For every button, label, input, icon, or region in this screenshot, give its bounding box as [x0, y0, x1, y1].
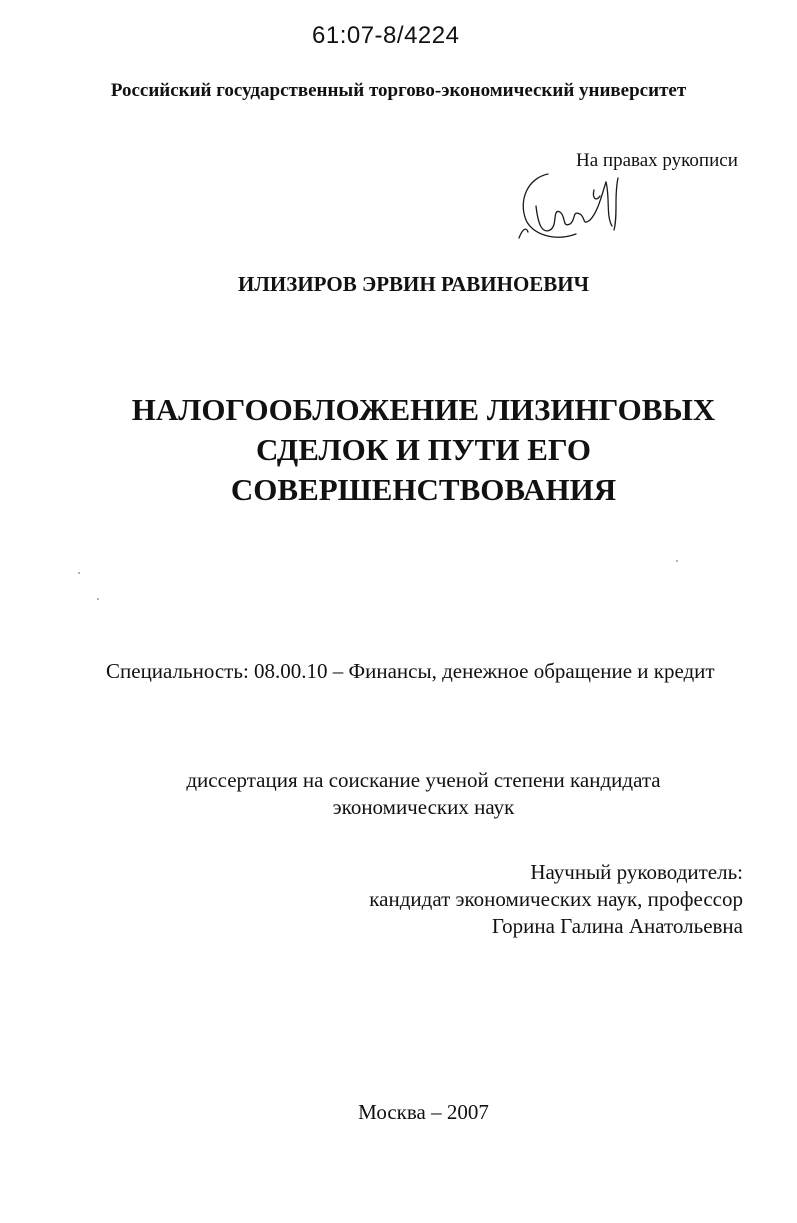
author-name: ИЛИЗИРОВ ЭРВИН РАВИНОЕВИЧ [237, 272, 590, 296]
manuscript-note: На правах рукописи [576, 150, 738, 171]
supervisor-name: Горина Галина Анатольевна [491, 914, 743, 938]
specialty-line: Специальность: 08.00.10 – Финансы, денежное обращение и кредит [106, 659, 715, 683]
dissertation-title [0, 390, 797, 510]
title-line: СОВЕРШЕНСТВОВАНИЯ [230, 472, 617, 507]
title-line: НАЛОГООБЛОЖЕНИЕ ЛИЗИНГОВЫХ [131, 392, 716, 427]
city-year: Москва – 2007 [358, 1100, 489, 1124]
degree-statement-line: диссертация на соискание ученой степени кандидата [186, 768, 661, 792]
university-name: Российский государственный торгово-экономический университет [110, 80, 687, 101]
scan-speck [78, 572, 80, 574]
handwritten-signature-icon [514, 168, 634, 258]
degree-statement [0, 767, 797, 821]
degree-statement-line: экономических наук [332, 795, 515, 819]
scan-speck [97, 598, 99, 600]
supervisor-label: Научный руководитель: [530, 860, 743, 884]
archive-stamp: 61:07-8/4224 [312, 22, 460, 49]
supervisor-block [369, 859, 743, 940]
supervisor-degree: кандидат экономических наук, профессор [369, 887, 743, 911]
title-line: СДЕЛОК И ПУТИ ЕГО [256, 432, 591, 467]
scan-speck [676, 560, 678, 562]
